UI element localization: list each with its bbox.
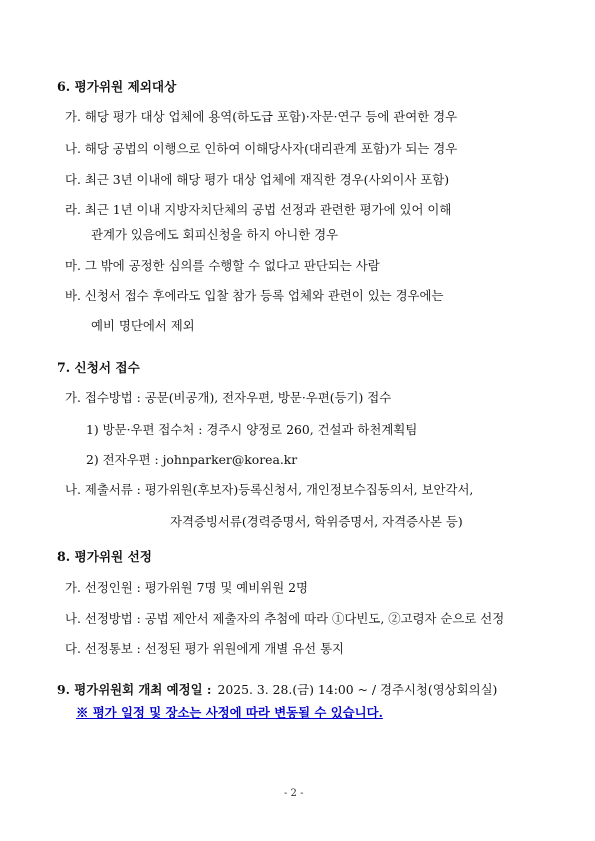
section-9-title: 9. 평가위원회 개최 예정일 : [57,682,212,697]
section-6-item: 마. 그 밖에 공정한 심의를 수행할 수 없다고 판단되는 사람 [65,258,380,273]
section-6-item-continuation: 예비 명단에서 제외 [91,318,195,333]
visit-mail-address: 1) 방문·우편 접수처 : 경주시 양정로 260, 건설과 하천계획팀 [86,422,418,437]
schedule-change-notice: ※ 평가 일정 및 장소는 사정에 따라 변동될 수 있습니다. [76,705,383,720]
section-8-item: 나. 선정방법 : 공법 제안서 제출자의 추첨에 따라 ①다빈도, ②고령자 순으로 선정 [65,611,505,626]
section-6-item: 바. 신청서 접수 후에라도 입찰 참가 등록 업체와 관련이 있는 경우에는 [65,288,444,303]
required-documents-continuation: 자격증빙서류(경력증명서, 학위증명서, 자격증사본 등) [170,514,463,529]
submission-method: 가. 접수방법 : 공문(비공개), 전자우편, 방문·우편(등기) 접수 [65,390,392,405]
page-number: - 2 - [284,788,304,799]
section-6-item: 가. 해당 평가 대상 업체에 용역(하도급 포함)·자문·연구 등에 관여한 경우 [65,109,458,124]
section-6-title: 6. 평가위원 제외대상 [57,79,177,94]
email-address: 2) 전자우편 : johnparker@korea.kr [86,452,298,467]
section-6-item: 라. 최근 1년 이내 지방자치단체의 공법 선정과 관련한 평가에 있어 이해 [65,202,452,217]
section-8-item: 가. 선정인원 : 평가위원 7명 및 예비위원 2명 [65,580,308,595]
required-documents: 나. 제출서류 : 평가위원(후보자)등록신청서, 개인정보수집동의서, 보안각서, [65,482,474,497]
section-9-row [57,682,497,698]
section-6-item: 다. 최근 3년 이내에 해당 평가 대상 업체에 재직한 경우(사외이사 포함) [65,172,450,187]
meeting-date-location: 2025. 3. 28.(금) 14:00 ~ / 경주시청(영상회의실) [217,682,498,697]
section-8-title: 8. 평가위원 선정 [57,549,152,564]
section-7-title: 7. 신청서 접수 [57,360,140,375]
section-8-item: 다. 선정통보 : 선정된 평가 위원에게 개별 유선 통지 [65,641,345,656]
section-6-item-continuation: 관계가 있음에도 회피신청을 하지 아니한 경우 [91,227,339,242]
section-6-item: 나. 해당 공법의 이행으로 인하여 이해당사자(대리관계 포함)가 되는 경우 [65,141,458,156]
